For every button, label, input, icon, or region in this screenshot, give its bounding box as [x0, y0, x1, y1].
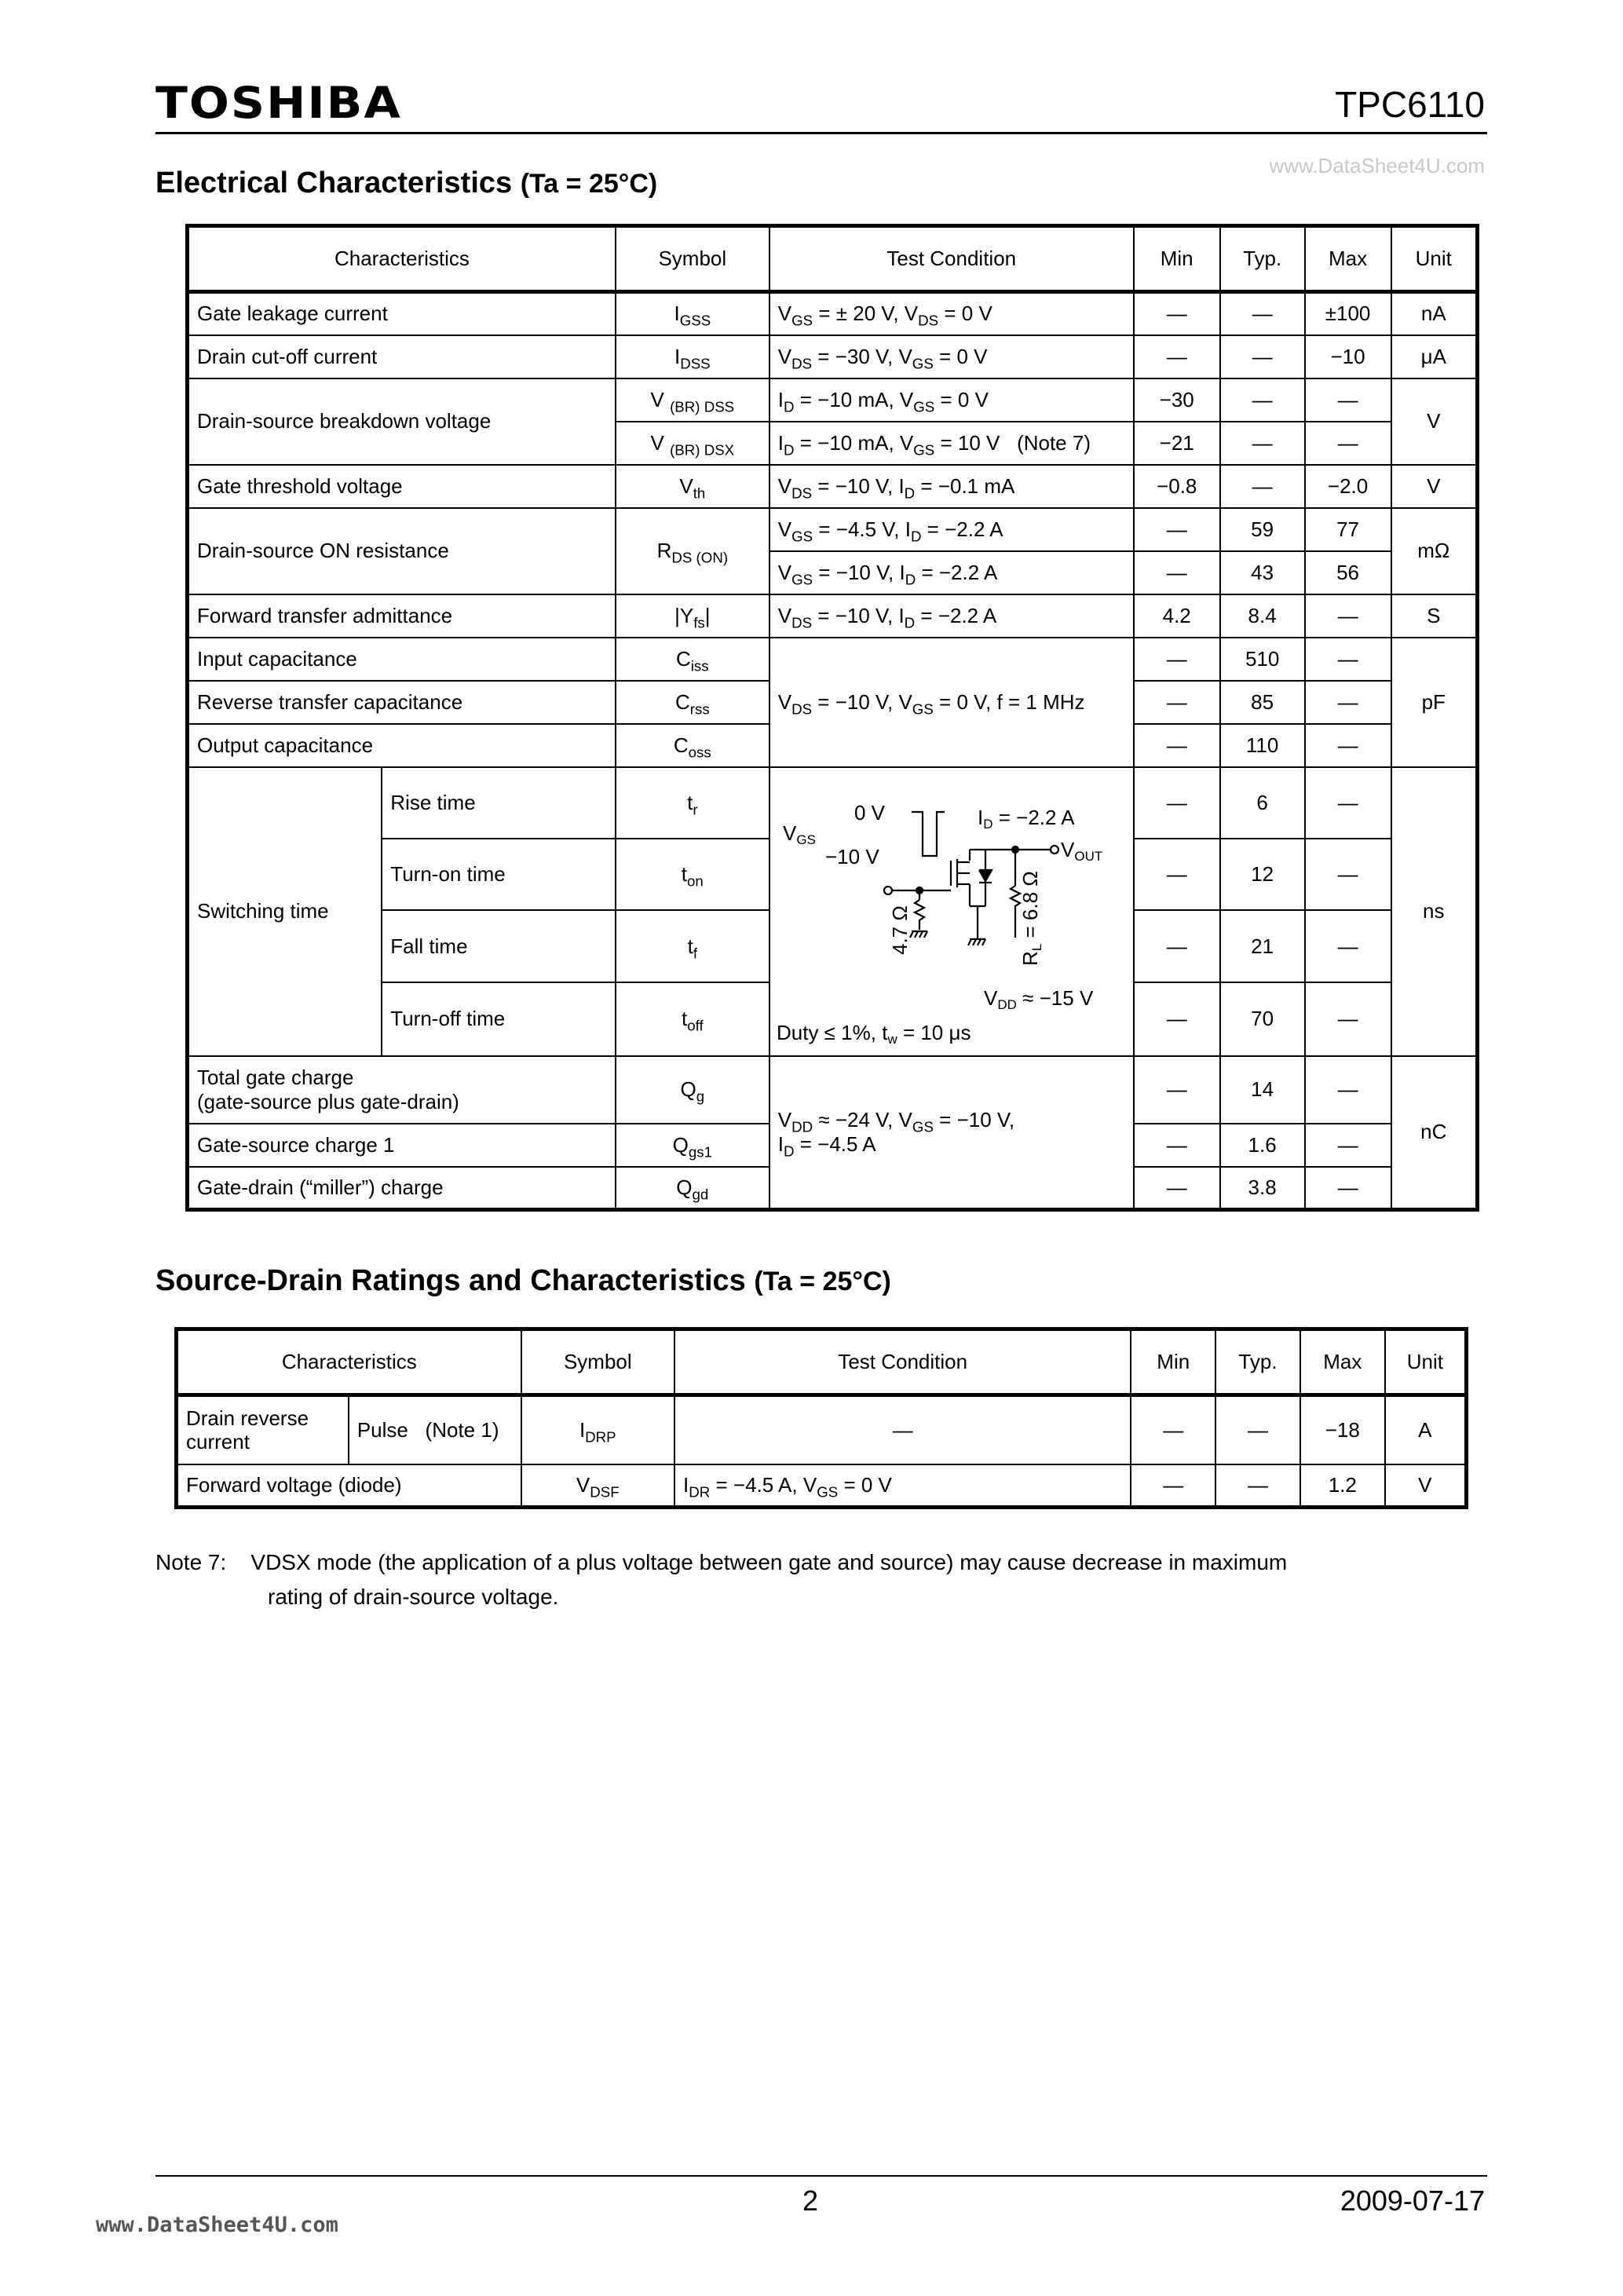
- char-name: Forward voltage (diode): [177, 1464, 521, 1508]
- col-symbol: Symbol: [616, 226, 769, 292]
- symbol: $I_{DSS}$: [616, 335, 769, 378]
- symbol: V $_{(BR) DSS}$: [616, 378, 769, 422]
- max-value: —: [1305, 767, 1391, 839]
- min-value: −30: [1134, 378, 1220, 422]
- min-value: —: [1134, 982, 1220, 1056]
- char-name: Drain-source breakdown voltage: [188, 378, 616, 465]
- col-unit: Unit: [1385, 1329, 1467, 1395]
- test-condition: $V_{GS} = -10$ V, $I_D = -2.2$ A: [769, 551, 1134, 594]
- char-name: Switching time: [188, 767, 382, 1056]
- symbol: $R_{DS (ON)}$: [616, 508, 769, 594]
- test-condition: $V_{DS} = -10$ V, $V_{GS} = 0$ V, f = 1 MHz: [769, 638, 1134, 767]
- typ-value: 8.4: [1220, 594, 1305, 638]
- min-value: —: [1134, 508, 1220, 551]
- min-value: —: [1131, 1464, 1215, 1508]
- min-value: −0.8: [1134, 465, 1220, 508]
- typ-value: 510: [1220, 638, 1305, 681]
- body-diode-symbol: [979, 870, 992, 881]
- section-condition: (Ta = 25°C): [520, 169, 658, 199]
- min-value: —: [1134, 1124, 1220, 1167]
- test-condition: $V_{DS} = -30$ V, $V_{GS} = 0$ V: [769, 335, 1134, 378]
- max-value: —: [1305, 982, 1391, 1056]
- section-title-text: Electrical Characteristics: [155, 166, 513, 199]
- switching-test-circuit: [769, 767, 1134, 1056]
- typ-value: 1.6: [1220, 1124, 1305, 1167]
- symbol: $t_f$: [616, 910, 769, 982]
- source-ground-tick: [973, 939, 976, 945]
- load-resistor-label: RL = 6.8 Ω: [1018, 870, 1044, 966]
- symbol: $Q_g$: [616, 1056, 769, 1124]
- test-condition: $V_{DS} = -10$ V, $I_D = -2.2$ A: [769, 594, 1134, 638]
- test-condition: $I_{DR} = -4.5$ A, $V_{GS} = 0$ V: [674, 1464, 1131, 1508]
- sub-char-name: Pulse (Note 1): [349, 1395, 521, 1464]
- source-ground-tick: [982, 939, 985, 945]
- max-value: 56: [1305, 551, 1391, 594]
- char-name: Reverse transfer capacitance: [188, 681, 616, 724]
- char-name: Total gate charge (gate-source plus gate-drain): [188, 1056, 616, 1124]
- watermark-bottom: www.DataSheet4U.com: [96, 2213, 338, 2237]
- min-value: —: [1134, 767, 1220, 839]
- char-name: Input capacitance: [188, 638, 616, 681]
- footer-rule: [155, 2175, 1487, 2177]
- symbol: $I_{GSS}$: [616, 292, 769, 335]
- source-drain-table: [174, 1327, 1468, 1509]
- section-condition: (Ta = 25°C): [754, 1267, 891, 1296]
- duty-label: Duty ≤ 1%, tw = 10 μs: [776, 1020, 971, 1047]
- test-condition: $I_D = -10$ mA, $V_{GS} = 0$ V: [769, 378, 1134, 422]
- max-value: —: [1305, 1056, 1391, 1124]
- char-name: Drain cut-off current: [188, 335, 616, 378]
- typ-value: 3.8: [1220, 1167, 1305, 1210]
- max-value: —: [1305, 724, 1391, 767]
- typ-value: —: [1215, 1395, 1300, 1464]
- vgs-label: VGS: [782, 821, 816, 847]
- max-value: —: [1305, 910, 1391, 982]
- symbol: $Q_{gd}$: [616, 1167, 769, 1210]
- table-row: [188, 638, 1478, 681]
- symbol: $V_{DSF}$: [521, 1464, 674, 1508]
- char-name: Output capacitance: [188, 724, 616, 767]
- symbol: $t_r$: [616, 767, 769, 839]
- col-max: Max: [1305, 226, 1391, 292]
- page-number: 2: [802, 2184, 819, 2217]
- char-name: Drain reverse current: [177, 1395, 349, 1464]
- symbol: $V_{th}$: [616, 465, 769, 508]
- sub-char-name: Rise time: [382, 767, 616, 839]
- char-name: Gate leakage current: [188, 292, 616, 335]
- table-row: [188, 292, 1478, 335]
- symbol: $C_{iss}$: [616, 638, 769, 681]
- unit: μA: [1391, 335, 1478, 378]
- typ-value: —: [1220, 422, 1305, 465]
- min-value: —: [1134, 839, 1220, 910]
- max-value: —: [1305, 1167, 1391, 1210]
- sub-char-name: Fall time: [382, 910, 616, 982]
- table-row: [177, 1395, 1467, 1464]
- table-row: [188, 378, 1478, 422]
- max-value: −18: [1300, 1395, 1385, 1464]
- char-name: Forward transfer admittance: [188, 594, 616, 638]
- min-value: —: [1131, 1395, 1215, 1464]
- symbol: V $_{(BR) DSX}$: [616, 422, 769, 465]
- char-name: Drain-source ON resistance: [188, 508, 616, 594]
- symbol: $t_{off}$: [616, 982, 769, 1056]
- note-line-1: [155, 1545, 1287, 1580]
- max-value: −2.0: [1305, 465, 1391, 508]
- table-header-row: [188, 226, 1478, 292]
- vdd-label: VDD ≈ −15 V: [983, 985, 1094, 1012]
- document-date: 2009-07-17: [1340, 2184, 1485, 2217]
- min-value: —: [1134, 551, 1220, 594]
- max-value: ±100: [1305, 292, 1391, 335]
- max-value: —: [1305, 594, 1391, 638]
- gate-ground-tick: [919, 931, 923, 938]
- test-condition: $V_{GS} = -4.5$ V, $I_D = -2.2$ A: [769, 508, 1134, 551]
- note-7: [155, 1545, 1287, 1614]
- typ-value: 59: [1220, 508, 1305, 551]
- max-value: 1.2: [1300, 1464, 1385, 1508]
- typ-value: —: [1220, 378, 1305, 422]
- gate-resistor: [915, 900, 924, 930]
- typ-value: 85: [1220, 681, 1305, 724]
- max-value: —: [1305, 378, 1391, 422]
- test-condition: —: [674, 1395, 1131, 1464]
- unit: V: [1385, 1464, 1467, 1508]
- col-typ: Typ.: [1220, 226, 1305, 292]
- min-value: —: [1134, 681, 1220, 724]
- table-row: [188, 594, 1478, 638]
- max-value: —: [1305, 839, 1391, 910]
- min-value: —: [1134, 724, 1220, 767]
- part-number: TPC6110: [1335, 84, 1485, 125]
- col-test-condition: Test Condition: [769, 226, 1134, 292]
- max-value: —: [1305, 1124, 1391, 1167]
- typ-value: 43: [1220, 551, 1305, 594]
- min-value: —: [1134, 335, 1220, 378]
- symbol: $C_{rss}$: [616, 681, 769, 724]
- typ-value: 12: [1220, 839, 1305, 910]
- col-typ: Typ.: [1215, 1329, 1300, 1395]
- unit: V: [1391, 465, 1478, 508]
- col-max: Max: [1300, 1329, 1385, 1395]
- source-drain-title: [155, 1266, 891, 1296]
- typ-value: —: [1220, 335, 1305, 378]
- note-label: Note 7:: [155, 1550, 227, 1574]
- max-value: —: [1305, 681, 1391, 724]
- typ-value: —: [1220, 292, 1305, 335]
- vout-terminal: [1051, 846, 1058, 854]
- max-value: —: [1305, 638, 1391, 681]
- table-row: [188, 465, 1478, 508]
- typ-value: —: [1215, 1464, 1300, 1508]
- sub-char-name: Turn-off time: [382, 982, 616, 1056]
- symbol: $Q_{gs1}$: [616, 1124, 769, 1167]
- unit: V: [1391, 378, 1478, 465]
- toshiba-logo: TOSHIBA: [155, 78, 402, 129]
- table-row: [188, 1056, 1478, 1124]
- table-row: [177, 1464, 1467, 1508]
- gate-input-terminal: [884, 887, 892, 894]
- symbol: $I_{DRP}$: [521, 1395, 674, 1464]
- min-value: —: [1134, 292, 1220, 335]
- v0-label: 0 V: [854, 800, 885, 824]
- symbol: $t_{on}$: [616, 839, 769, 910]
- max-value: 77: [1305, 508, 1391, 551]
- section-title-text: Source-Drain Ratings and Characteristics: [155, 1264, 746, 1297]
- col-test-condition: Test Condition: [674, 1329, 1131, 1395]
- min-value: 4.2: [1134, 594, 1220, 638]
- table-header-row: [177, 1329, 1467, 1395]
- char-name: Gate threshold voltage: [188, 465, 616, 508]
- note-line-2: rating of drain-source voltage.: [268, 1585, 559, 1609]
- table-row: [188, 335, 1478, 378]
- electrical-characteristics-table: [185, 224, 1479, 1212]
- vout-label: VOUT: [1060, 837, 1102, 864]
- typ-value: 21: [1220, 910, 1305, 982]
- source-ground-tick: [978, 939, 981, 945]
- switching-circuit-diagram: [770, 768, 1133, 1055]
- typ-value: 110: [1220, 724, 1305, 767]
- typ-value: 14: [1220, 1056, 1305, 1124]
- char-name: Gate-source charge 1: [188, 1124, 616, 1167]
- pulse-waveform: [912, 812, 945, 856]
- max-value: −10: [1305, 335, 1391, 378]
- col-symbol: Symbol: [521, 1329, 674, 1395]
- symbol: $C_{oss}$: [616, 724, 769, 767]
- id-label: ID = −2.2 A: [977, 805, 1075, 832]
- col-characteristics: Characteristics: [177, 1329, 521, 1395]
- char-name: Gate-drain (“miller”) charge: [188, 1167, 616, 1210]
- col-characteristics: Characteristics: [188, 226, 616, 292]
- gate-ground-tick: [924, 931, 927, 938]
- table-row: [188, 508, 1478, 551]
- test-condition: $I_D = -10$ mA, $V_{GS} = 10$ V (Note 7): [769, 422, 1134, 465]
- typ-value: 6: [1220, 767, 1305, 839]
- unit: mΩ: [1391, 508, 1478, 594]
- table-row: [188, 767, 1478, 839]
- source-ground-tick: [968, 939, 971, 945]
- min-value: −21: [1134, 422, 1220, 465]
- symbol: $|Y_{fs}|$: [616, 594, 769, 638]
- typ-value: —: [1220, 465, 1305, 508]
- header-rule: [155, 132, 1487, 134]
- sub-char-name: Turn-on time: [382, 839, 616, 910]
- v-10-label: −10 V: [824, 844, 879, 868]
- unit: nC: [1391, 1056, 1478, 1210]
- watermark-top: www.DataSheet4U.com: [1269, 154, 1485, 177]
- min-value: —: [1134, 638, 1220, 681]
- gate-ground-tick: [915, 931, 918, 938]
- test-condition: $V_{GS}$ = ± 20 V, $V_{DS} = 0$ V: [769, 292, 1134, 335]
- electrical-characteristics-title: [155, 168, 657, 198]
- col-min: Min: [1131, 1329, 1215, 1395]
- unit: S: [1391, 594, 1478, 638]
- unit: A: [1385, 1395, 1467, 1464]
- unit: ns: [1391, 767, 1478, 1056]
- col-min: Min: [1134, 226, 1220, 292]
- min-value: —: [1134, 1056, 1220, 1124]
- test-condition: $V_{DD} \approx -24$ V, $V_{GS} = -10$ V, $I_D = -4.5$ A: [769, 1056, 1134, 1210]
- unit: nA: [1391, 292, 1478, 335]
- test-condition: $V_{DS} = -10$ V, $I_D = -0.1$ mA: [769, 465, 1134, 508]
- gate-resistor-label: 4.7 Ω: [887, 905, 912, 955]
- max-value: —: [1305, 422, 1391, 465]
- note-text: VDSX mode (the application of a plus voltage between gate and source) may cause decrease in maximum: [250, 1550, 1288, 1574]
- unit: pF: [1391, 638, 1478, 767]
- min-value: —: [1134, 1167, 1220, 1210]
- min-value: —: [1134, 910, 1220, 982]
- typ-value: 70: [1220, 982, 1305, 1056]
- col-unit: Unit: [1391, 226, 1478, 292]
